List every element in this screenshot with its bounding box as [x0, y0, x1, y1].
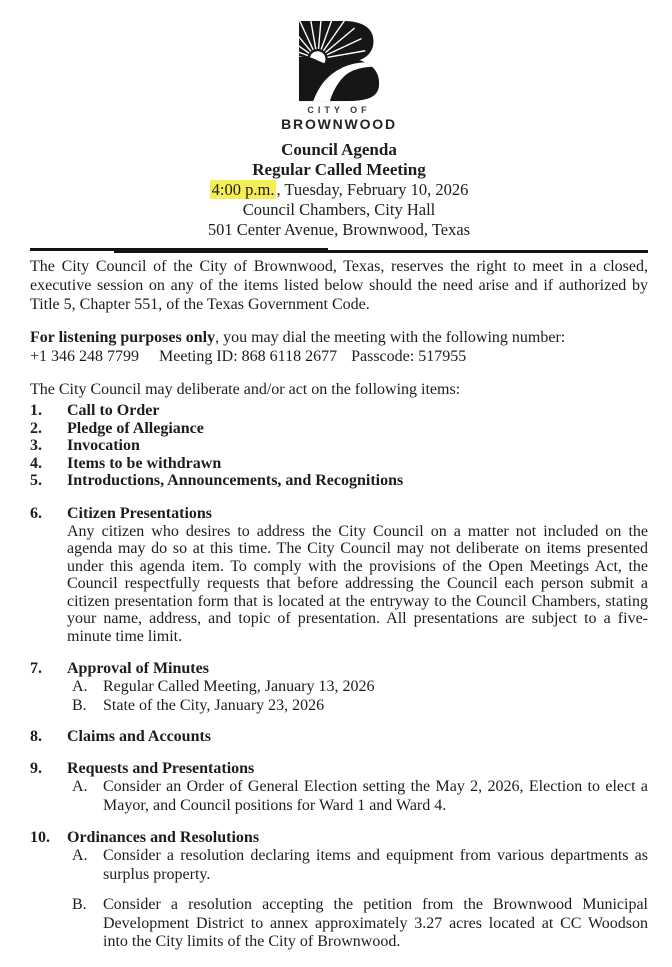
item-6-body: Any citizen who desires to address the City Council on a matter not included on the agenda may do so at this time. The City Council may not deliberate on items presented under this agenda item. To comply with the provisions of the Open Meetings Act, the Council respectfully requests that before addressing the Council each person submit a citizen presentation form that is located at the entryway to the Council Chambers, stating your name, address, and topic of presentation. All presentations are subject to a five-minute time limit.: [67, 522, 648, 645]
item-number: 4.: [30, 454, 42, 472]
item-title: Introductions, Announcements, and Recognitions: [67, 472, 404, 489]
sub-item-letter: A.: [72, 778, 88, 795]
item-number: 6.: [30, 504, 42, 522]
sub-item-text: Consider an Order of General Election setting the May 2, 2026, Election to elect a Mayor, and Council positions for Ward 1 and Ward 4.: [103, 778, 648, 814]
sub-item-text: Regular Called Meeting, January 13, 2026: [103, 678, 375, 695]
city-logo: [30, 0, 648, 132]
item-title: Ordinances and Resolutions: [67, 829, 260, 846]
agenda-item-6: [30, 504, 648, 523]
divider-line: [30, 248, 648, 254]
sub-item-10a: [72, 847, 648, 884]
item-number: 1.: [30, 402, 42, 419]
agenda-item-7: [30, 659, 648, 678]
agenda-item-5: [30, 472, 648, 490]
agenda-item-2: [30, 420, 648, 438]
item-title: Requests and Presentations: [67, 760, 255, 777]
agenda-title: Council Agenda: [281, 140, 397, 159]
meeting-location-line: Council Chambers, City Hall: [242, 200, 436, 219]
passcode: Passcode: 517955: [351, 348, 467, 365]
item-number: 2.: [30, 419, 42, 437]
sub-item-letter: B.: [72, 696, 87, 714]
item-title: Invocation: [67, 437, 140, 454]
sub-item-9a: [72, 778, 648, 815]
sub-item-7b: [72, 697, 648, 716]
dial-in-line: [30, 347, 648, 366]
sub-item-7a: [72, 678, 648, 697]
sub-item-10b: [72, 896, 648, 952]
item-title: Call to Order: [67, 402, 160, 419]
meeting-datetime-line: [30, 180, 648, 200]
item-number: 8.: [30, 728, 42, 745]
agenda-item-9: [30, 759, 648, 778]
sub-item-letter: A.: [72, 847, 88, 864]
agenda-items-1-5: [30, 402, 648, 490]
item-number: 10.: [30, 829, 50, 846]
agenda-item-10: [30, 828, 648, 847]
item-title: Items to be withdrawn: [67, 454, 222, 472]
meeting-type-line: Regular Called Meeting: [252, 160, 426, 179]
sub-item-letter: A.: [72, 678, 88, 695]
item-number: 9.: [30, 760, 42, 777]
item-title: Pledge of Allegiance: [67, 419, 204, 437]
logo-city-of: CITY OF: [307, 105, 371, 115]
phone-number: +1 346 248 7799: [30, 348, 140, 365]
closed-session-notice: The City Council of the City of Brownwood, Texas, reserves the right to meet in a closed, executive session on any of the items listed below should the need arise and if authorized by Title 5, Chapter 551, of the Texas Government Code.: [30, 258, 648, 313]
logo-city-name: BROWNWOOD: [281, 116, 397, 132]
meeting-date-text: , Tuesday, February 10, 2026: [276, 180, 469, 199]
item-title: Citizen Presentations: [67, 504, 213, 522]
item-number: 7.: [30, 660, 42, 677]
sub-item-letter: B.: [72, 896, 87, 913]
listening-lead-bold: For listening purposes only: [30, 329, 216, 346]
brownwood-b-logo-icon: [289, 20, 389, 102]
agenda-item-4: [30, 455, 648, 473]
agenda-item-1: [30, 402, 648, 420]
listening-info: [30, 328, 648, 366]
divider-segment-bottom: [114, 250, 648, 253]
sub-item-text: State of the City, January 23, 2026: [103, 696, 325, 714]
item-number: 3.: [30, 437, 42, 454]
agenda-item-8: [30, 727, 648, 746]
item-title: Approval of Minutes: [67, 660, 209, 677]
listening-lead-rest: , you may dial the meeting with the following number:: [215, 329, 566, 346]
meeting-time-highlight: 4:00 p.m.: [211, 180, 275, 199]
sub-item-text: Consider a resolution declaring items and equipment from various departments as surplus property.: [103, 847, 648, 883]
item-number: 5.: [30, 472, 42, 489]
meeting-header: [30, 140, 648, 240]
meeting-address-line: 501 Center Avenue, Brownwood, Texas: [207, 220, 471, 239]
listening-lead-line: [30, 328, 648, 347]
agenda-item-3: [30, 437, 648, 455]
sub-item-text: Consider a resolution accepting the petition from the Brownwood Municipal Development District to annex approximately 3.27 acres located at CC Woodson into the City limits of the City of Brownwood.: [103, 896, 648, 950]
item-title: Claims and Accounts: [67, 728, 212, 745]
deliberation-note: The City Council may deliberate and/or act on the following items:: [30, 381, 461, 398]
meeting-id: Meeting ID: 868 6118 2677: [159, 348, 338, 365]
